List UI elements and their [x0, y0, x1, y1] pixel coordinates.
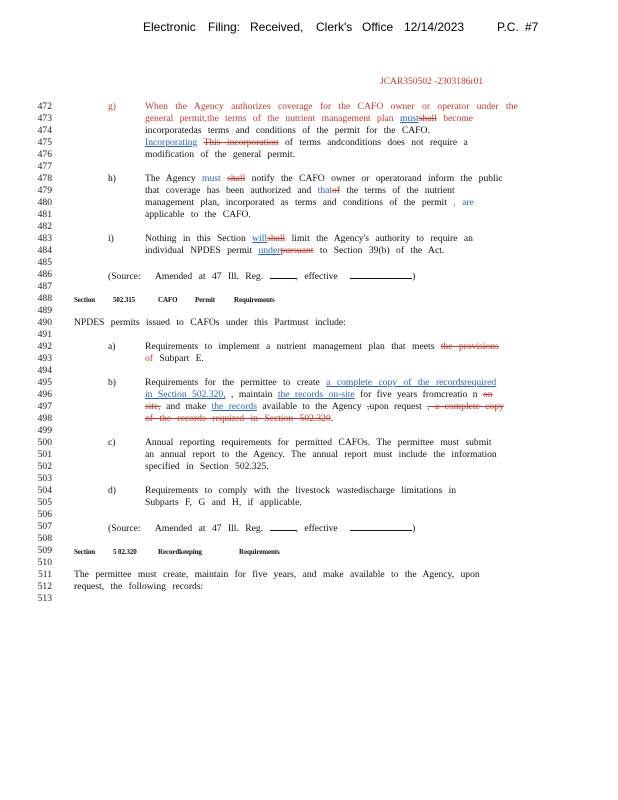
item-b-the-records: the records: [211, 401, 257, 412]
line-number: 478: [37, 173, 52, 184]
item-g-incorporating: Incorporating: [145, 137, 198, 148]
header-office: Office: [362, 20, 394, 34]
line-number: 500: [37, 437, 52, 448]
item-h-shall: shall: [227, 173, 246, 184]
source-label: (Source:: [108, 523, 141, 534]
item-b-upon-request: upon request: [369, 401, 422, 412]
item-g-line4c: of terms andconditions does not require a: [285, 137, 468, 148]
line-number: 490: [37, 317, 52, 328]
line-number: 479: [37, 185, 52, 196]
line-number: 498: [37, 413, 52, 424]
line-number: 481: [37, 209, 52, 220]
item-c-label: c): [108, 437, 116, 448]
item-d-label: d): [108, 485, 116, 496]
line-number: 502: [37, 461, 52, 472]
item-a-subpart: Subpart E.: [159, 353, 204, 364]
section-320-line1: The permittee must create, maintain for five years, and make available to the Agency, upon: [74, 569, 480, 580]
item-i-pursuant: pursuant: [280, 245, 314, 256]
section-315-title-cafo: CAFO: [158, 296, 178, 304]
section-320-word: Section: [74, 548, 96, 556]
section-320-line2: request, the following records:: [74, 581, 204, 592]
line-number: 507: [37, 521, 52, 532]
line-number: 512: [37, 581, 52, 592]
line-number: 480: [37, 197, 52, 208]
line-number: 486: [37, 269, 52, 280]
item-h-line4: applicable to the CAFO.: [145, 209, 251, 220]
line-number: 474: [37, 125, 52, 136]
line-number: 509: [37, 545, 52, 556]
item-h-line1a: The Agency: [145, 173, 196, 184]
section-315-title-permit: Permit: [195, 296, 215, 304]
header-date: 12/14/2023: [404, 20, 465, 34]
item-g-label: g): [108, 101, 116, 112]
line-number: 501: [37, 449, 52, 460]
line-number: 475: [37, 137, 52, 148]
item-b-deleted-records: of the records required in Section 502.320: [145, 413, 331, 424]
item-c-line2: an annual report to the Agency. The annual report must include the information: [145, 449, 497, 460]
source-date-blank: [350, 521, 412, 531]
line-number: 482: [37, 221, 52, 232]
header-pc-number: #7: [525, 20, 539, 34]
item-b-available: available to the Agency: [262, 401, 362, 412]
item-b-and-make: and make: [166, 401, 207, 412]
source-close: ): [412, 271, 416, 282]
item-i-will: will: [252, 233, 268, 244]
line-number: 497: [37, 401, 52, 412]
item-d-line1: Requirements to comply with the livestock wastedischarge limitations in: [145, 485, 457, 496]
header-electronic: Electronic: [143, 20, 196, 34]
item-g-line2a: general permit,the terms of the nutrient management plan: [145, 113, 394, 124]
section-315-number: 502.315: [113, 296, 136, 304]
jcar-reference: JCAR350502 -2303186r01: [380, 77, 484, 87]
section-315-title-requirements: Requirements: [234, 296, 275, 304]
item-h-line2d: the terms of the nutrient: [346, 185, 455, 196]
item-a-provisions: the provisions: [440, 341, 499, 352]
source-date-blank: [350, 269, 412, 279]
line-number: 511: [37, 569, 52, 580]
item-i-label: i): [108, 233, 114, 244]
item-b-comma: ,: [367, 401, 370, 412]
item-h-must: must: [202, 173, 221, 184]
section-320-number: 5 02.320: [113, 548, 137, 556]
line-number: 491: [37, 329, 52, 340]
source-close: ): [412, 523, 416, 534]
source-reg-blank: [270, 521, 296, 531]
item-h-line2a: that coverage has been authorized and: [145, 185, 312, 196]
item-g-become: become: [443, 113, 474, 124]
item-g-must: must: [399, 113, 419, 124]
header-clerks: Clerk's: [316, 20, 353, 34]
line-number: 476: [37, 149, 52, 160]
item-b-label: b): [108, 377, 116, 388]
item-b-records-onsite: the records on-site: [277, 389, 355, 400]
section-320-title-recordkeeping: Recordkeeping: [158, 548, 202, 556]
item-a-line1a: Requirements to implement a nutrient management plan that meets: [145, 341, 435, 352]
source-label: (Source:: [108, 271, 141, 282]
line-number: 503: [37, 473, 52, 484]
line-number: 510: [37, 557, 52, 568]
item-b-line1a: Requirements for the permittee to create: [145, 377, 320, 388]
line-number: 513: [37, 593, 52, 604]
item-i-shall: shall: [267, 233, 286, 244]
source-amended: Amended at 47 Ill. Reg.: [154, 271, 264, 282]
header-pc: P.C.: [497, 20, 519, 34]
line-number: 493: [37, 353, 52, 364]
item-b-five-years: for five years fromcreatio: [360, 389, 468, 400]
item-b-maintain: , maintain: [231, 389, 273, 400]
line-number: 485: [37, 257, 52, 268]
source-amended: Amended at 47 Ill. Reg.: [154, 523, 264, 534]
item-a-of: of: [145, 353, 153, 364]
item-h-of: of: [332, 185, 341, 196]
line-number: 473: [37, 113, 52, 124]
section-315-intro: NPDES permits issued to CAFOs under this Partmust include:: [74, 317, 346, 328]
line-number: 472: [37, 101, 52, 112]
item-b-site: site,: [145, 401, 161, 412]
item-h-label: h): [108, 173, 116, 184]
item-g-this-incorporation: This incorporation: [203, 137, 279, 148]
line-number: 496: [37, 389, 52, 400]
item-d-line2: Subparts F, G and H, if applicable.: [145, 497, 302, 508]
item-h-line3a: management plan, incorporated as terms and conditions of the permit: [145, 197, 447, 208]
line-number: 495: [37, 377, 52, 388]
item-b-n: n: [472, 389, 478, 400]
item-h-line1d: notify the CAFO owner or operatorand inform the public: [251, 173, 503, 184]
line-number: 488: [37, 293, 52, 304]
section-320-title-requirements: Requirements: [239, 548, 280, 556]
line-number: 489: [37, 305, 52, 316]
header-filing: Filing:: [208, 20, 241, 34]
line-number: 504: [37, 485, 52, 496]
source-reg-blank: [270, 269, 296, 279]
item-h-are: , are: [453, 197, 474, 208]
item-g-shall: shall: [418, 113, 437, 124]
item-i-line2d: to Section 39(b) of the Act.: [319, 245, 445, 256]
header-received: Received,: [250, 20, 304, 34]
item-g-line1: When the Agency authorizes coverage for the CAFO owner or operator under the: [145, 101, 518, 112]
item-b-period: .: [330, 413, 334, 424]
source-effective: , effective: [295, 271, 338, 282]
line-number: 499: [37, 425, 52, 436]
line-number: 483: [37, 233, 52, 244]
line-number: 505: [37, 497, 52, 508]
item-a-label: a): [108, 341, 116, 352]
item-b-on: on: [483, 389, 493, 400]
line-number: 477: [37, 161, 52, 172]
item-i-under: under: [258, 245, 281, 256]
item-h-that: that: [317, 185, 333, 196]
line-number: 484: [37, 245, 52, 256]
item-b-section-ref: in Section 502.320,: [145, 389, 226, 400]
line-number: 506: [37, 509, 52, 520]
item-i-line1d: limit the Agency's authority to require an: [291, 233, 473, 244]
item-c-line3: specified in Section 502.325.: [145, 461, 269, 472]
item-g-line3: incorporatedas terms and conditions of the permit for the CAFO.: [145, 125, 430, 136]
section-315-word: Section: [74, 296, 96, 304]
item-b-a-complete-copy: , a complete copy: [427, 401, 504, 412]
item-g-line5: modification of the general permit.: [145, 149, 295, 160]
source-effective: , effective: [295, 523, 338, 534]
item-c-line1: Annual reporting requirements for permitted CAFOs. The permittee must submit: [145, 437, 492, 448]
line-number: 494: [37, 365, 52, 376]
line-number: 508: [37, 533, 52, 544]
item-i-line1a: Nothing in this Section: [145, 233, 246, 244]
item-i-line2a: individual NPDES permit: [145, 245, 253, 256]
line-number: 492: [37, 341, 52, 352]
line-number: 487: [37, 281, 52, 292]
item-b-complete-copy: a complete copy of the recordsrequired: [326, 377, 497, 388]
